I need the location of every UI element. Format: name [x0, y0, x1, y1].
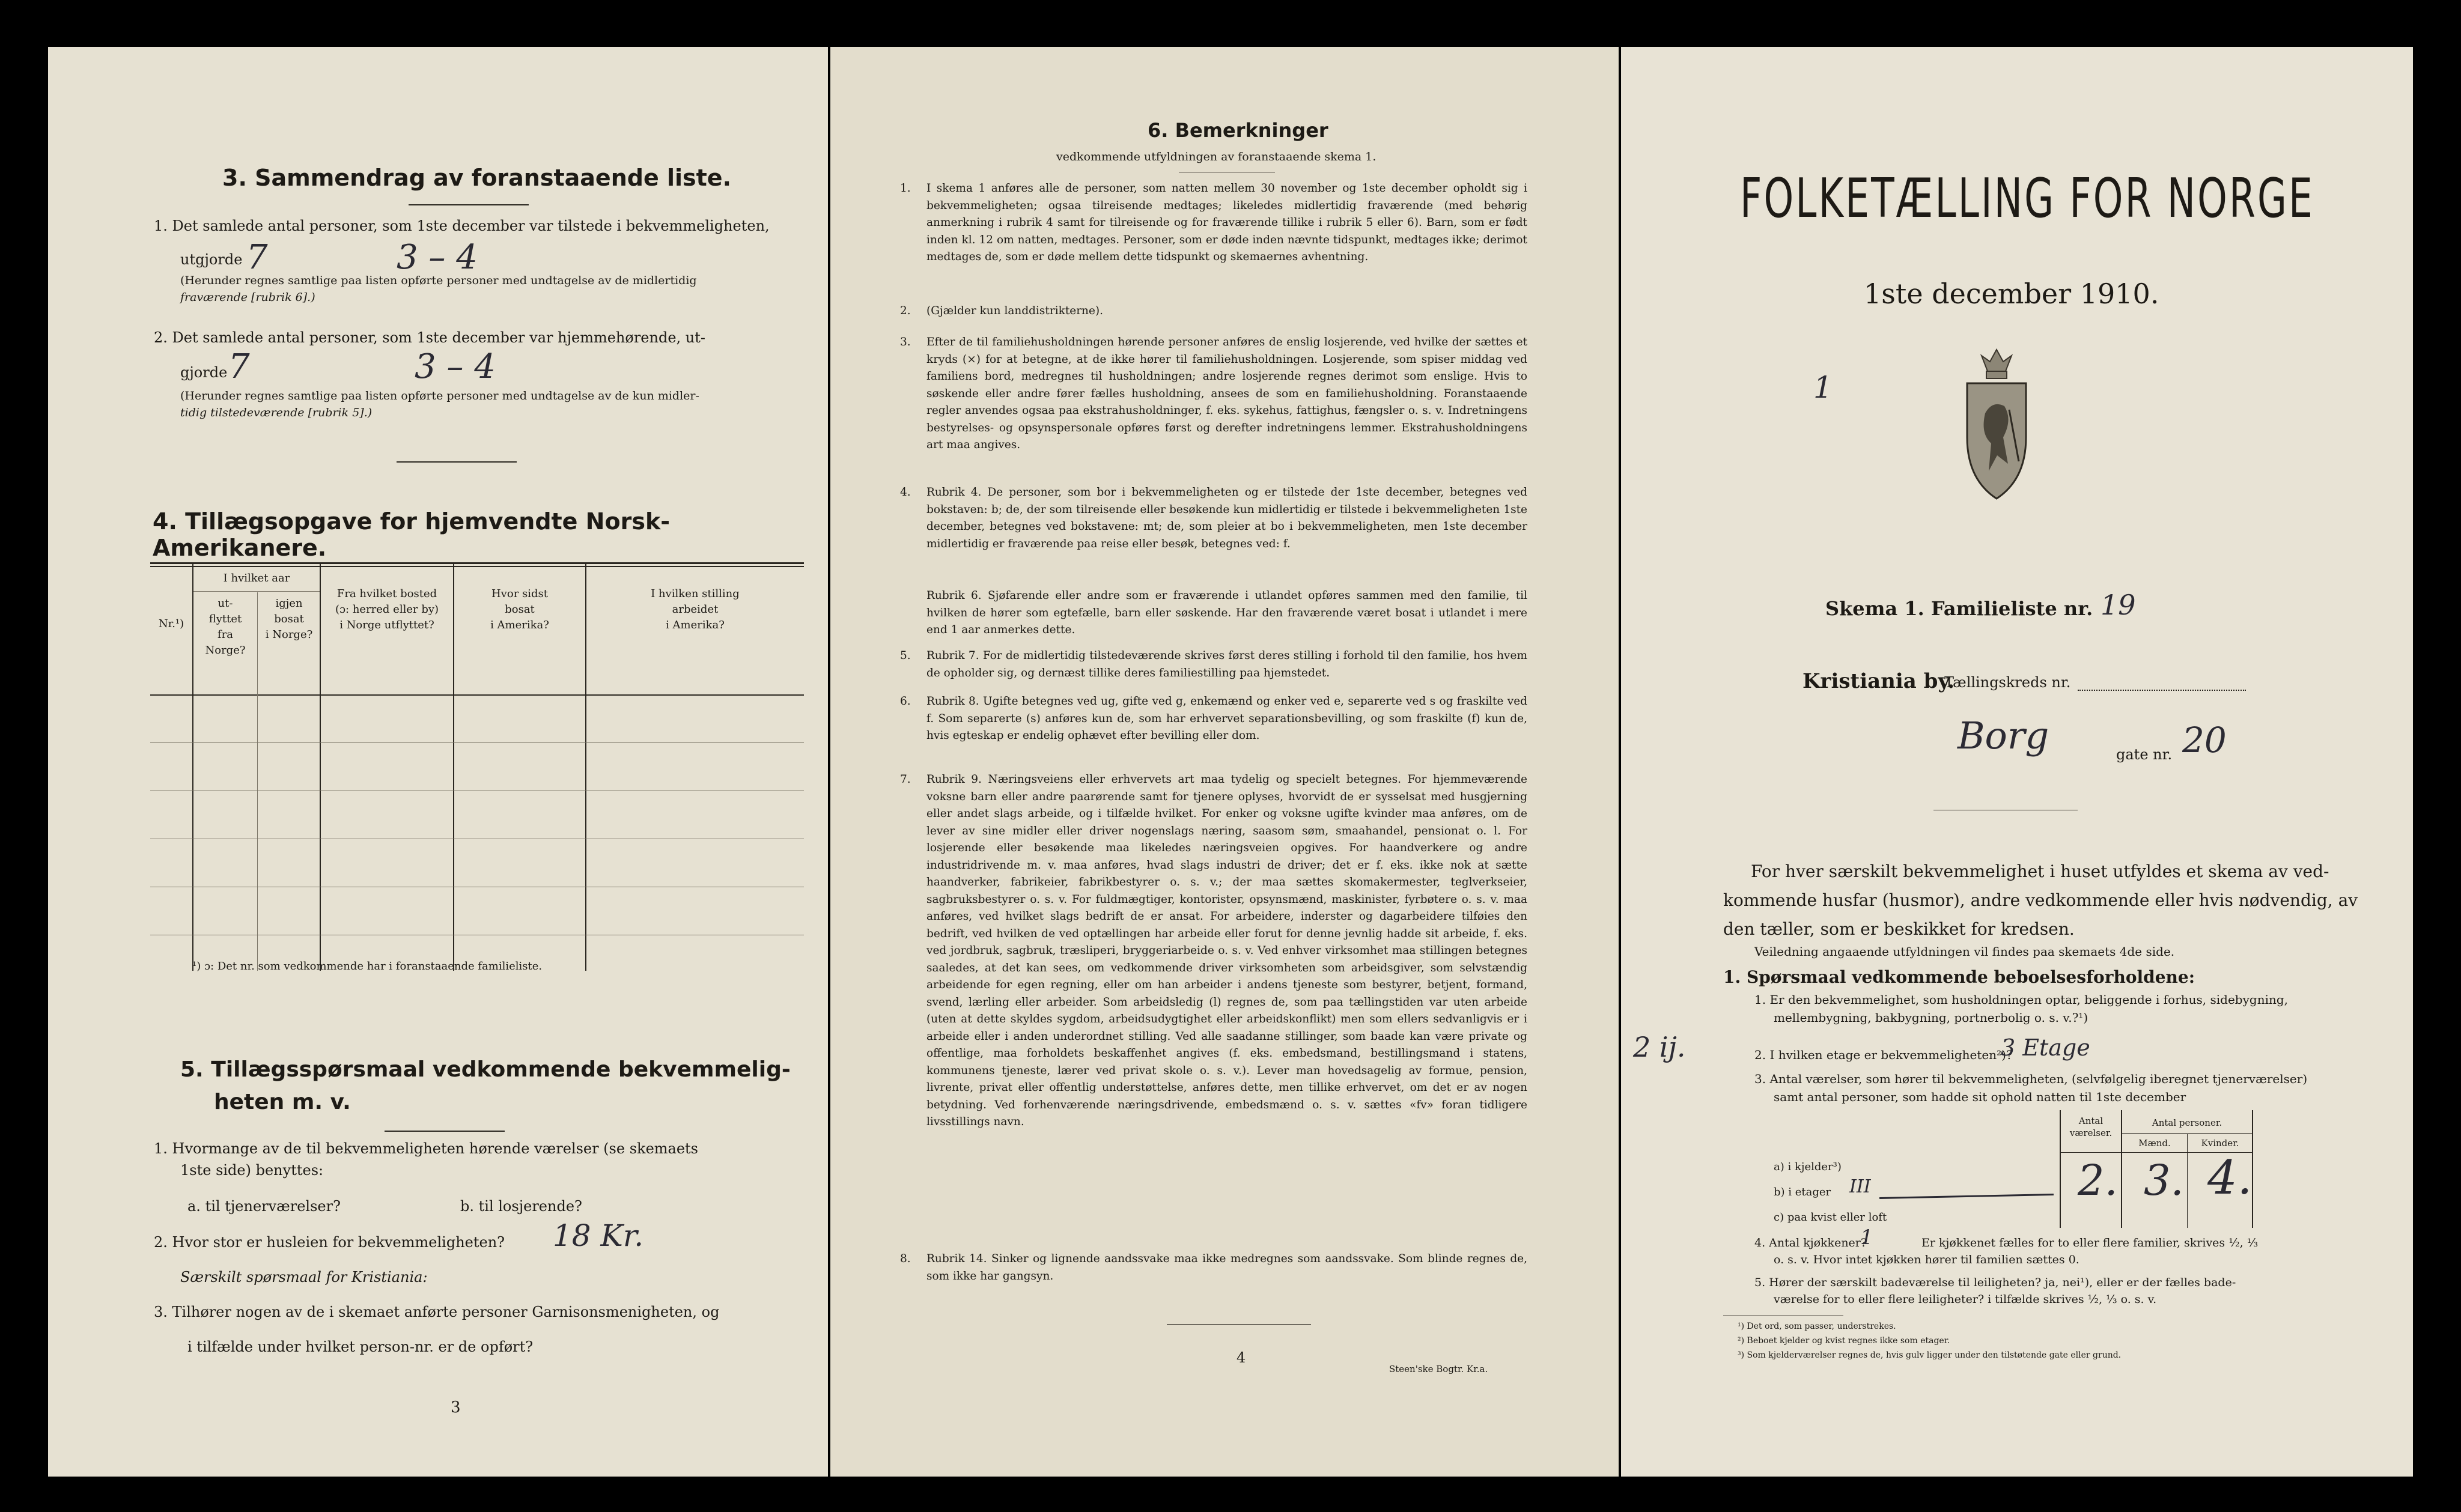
handwritten-count: 7 [228, 347, 250, 386]
remarks-title: 6. Bemerkninger [1148, 119, 1328, 142]
row-kvist: c) paa kvist eller loft [1774, 1211, 1887, 1224]
handwritten-etager: III [1849, 1176, 1871, 1197]
handwritten-kvinder: 4. [2207, 1151, 2253, 1205]
s3-item-1-note: (Herunder regnes samtlige paa listen opførte personer med undtagelse av de midlertidig [180, 274, 697, 287]
handwritten-stroke [1879, 1194, 2054, 1199]
page-4 [830, 47, 1619, 1477]
handwritten-etage: 3 Etage [2001, 1034, 2090, 1061]
page-3 [48, 47, 828, 1477]
s5-q1: 1. Hvormange av de til bekvemmeligheten hørende værelser (se skemaets [154, 1140, 698, 1157]
footnote-2: ²) Beboet kjelder og kvist regnes ikke som etager. [1738, 1336, 1950, 1346]
intro-line-1: For hver særskilt bekvemmelighet i huset utfyldes et skema av ved- [1751, 861, 2329, 881]
s5-q1-losjerende: b. til losjerende? [460, 1198, 582, 1215]
questions-heading: 1. Spørsmaal vedkommende beboelsesforholdene: [1723, 967, 2195, 987]
intro-line-3: den tæller, som er beskikket for kredsen. [1723, 919, 2075, 939]
row-kjelder: a) i kjelder³) [1774, 1161, 1842, 1173]
handwritten-kjokken: 1 [1860, 1225, 1873, 1249]
col-antal-personer: Antal personer. [2152, 1117, 2222, 1128]
section-3-title: 3. Sammendrag av foranstaaende liste. [222, 165, 732, 191]
divider [397, 461, 517, 463]
handwritten-margin-note: 2 ij. [1633, 1031, 1686, 1063]
page-1 [1621, 47, 2413, 1477]
question-4-c: o. s. v. Hvor intet kjøkken hører til familien sættes 0. [1774, 1253, 2079, 1266]
s3-item-2-note: (Herunder regnes samtlige paa listen opførte personer med undtagelse av de kun midler- [180, 389, 699, 402]
s3-item-2-lead: gjorde [180, 364, 228, 381]
remark-8: 8. Rubrik 14. Sinker og lignende aandssvake maa ikke medregnes som aandssvake. Som blinde regnes de, som ikke har gangsyn. [900, 1252, 1527, 1283]
handwritten-count: 7 [246, 238, 268, 277]
section-4-title: 4. Tillægsopgave for hjemvendte Norsk-Amerikanere. [153, 508, 670, 561]
col-antal-vaerelser: Antal værelser. [2069, 1116, 2113, 1138]
handwritten-vaerelser: 2. [2078, 1156, 2118, 1205]
s5-q1-b: 1ste side) benyttes: [180, 1162, 324, 1179]
kreds-field [2078, 690, 2246, 691]
question-5: 5. Hører der særskilt badeværelse til leiligheten? ja, nei¹), eller er der fælles bade- [1754, 1276, 2236, 1289]
handwritten-familieliste-nr: 19 [2101, 589, 2136, 621]
census-title: FOLKETÆLLING FOR NORGE [1740, 167, 2315, 230]
question-4: 4. Antal kjøkkener? [1754, 1236, 1867, 1249]
col-utflyttet: ut- flyttet fra Norge? [205, 597, 246, 657]
remark-4: 4. Rubrik 4. De personer, som bor i bekvemmeligheten og er tilstede der 1ste december, betegnes ved bokstaven: b; de, der som tilreisende eller besøkende kun midlertidig er tilstede i bekvemmeligheten 1ste december, betegnes ved bokstavene: mt; de, som pleier at bo i bekvemmeligheten, men 1ste december midlertidig er fraværende paa reise eller besøk, betegnes ved: f. [900, 486, 1527, 550]
handwritten-gate-nr: 20 [2182, 720, 2227, 761]
kristiania-label: Kristiania by. [1802, 669, 1955, 693]
remark-4-rubrik-6: Rubrik 6. Sjøfarende eller andre som er fraværende i utlandet opføres sammen med den familie, til hvilken de hører som egtefælle, barn eller søskende. Har den fraværende været bosat i utlandet i mere end 1 aar anmerkes dette. [926, 589, 1527, 636]
skema-label: Skema 1. Familieliste nr. [1825, 597, 2093, 620]
remark-2: 2. (Gjælder kun landdistrikterne). [900, 305, 1104, 317]
question-1-b: mellembygning, bakbygning, portnerbolig o. s. v.?¹) [1774, 1010, 2088, 1025]
norsk-amerikanere-table [150, 562, 804, 971]
section-5-title: 5. Tillægsspørsmaal vedkommende bekvemmelig- [180, 1057, 791, 1082]
footnote-1: ¹) Det ord, som passer, understrekes. [1738, 1322, 1896, 1331]
divider [1167, 1324, 1311, 1325]
remark-5: 5. Rubrik 7. For de midlertidig tilstedeværende skrives først deres stilling i forhold til den familie, hos hvem de opholder sig, og dernæst tillike deres familiestilling paa hjemstedet. [900, 649, 1527, 679]
s3-item-1: 1. Det samlede antal personer, som 1ste december var tilstede i bekvemmeligheten, [154, 217, 770, 234]
col-bosat: igjen bosat i Norge? [265, 597, 313, 641]
handwritten-range: 3 – 4 [397, 238, 478, 277]
page-number: 3 [451, 1398, 461, 1416]
s3-item-2-note-2: tidig tilstedeværende [rubrik 5].) [180, 406, 373, 419]
divider [409, 204, 529, 205]
question-1: 1. Er den bekvemmelighet, som husholdningen optar, beliggende i forhus, sidebygning, [1754, 992, 2289, 1007]
remark-3: 3. Efter de til familiehusholdningen hørende personer anføres de enslig losjerende, ved hvilke der sættes et kryds (×) for at betegne, at de ikke hører til familiehusholdningen. Losjerende, som spiser middag ved familiens bord, medregnes til husholdningen; andre losjerende regnes derimot som enslige. Hvis to søskende eller andre fører fælles husholdning, ansees de som en familiehusholdning. Foranstaaende regler anvendes ogsaa paa ekstrahusholdninger, f. eks. sykehus, fattighus, fængsler o. s. v. Indretningens bestyrelses- og opsynspersonale opføres først og derefter indretningens lemmer. Ekstrahusholdningens art maa angives. [900, 336, 1527, 451]
handwritten-rent: 18 Kr. [553, 1218, 644, 1253]
s5-q3: 3. Tilhører nogen av de i skemaet anførte personer Garnisonsmenigheten, og [154, 1304, 720, 1320]
col-stilling: I hvilken stilling arbeidet i Amerika? [651, 587, 740, 631]
question-4-b: Er kjøkkenet fælles for to eller flere familier, skrives ½, ⅓ [1921, 1236, 2259, 1249]
s5-q3-b: i tilfælde under hvilket person-nr. er de opført? [187, 1338, 534, 1355]
col-bosted: Fra hvilket bosted (ɔ: herred eller by) i Norge utflyttet? [335, 587, 439, 631]
divider [385, 1131, 505, 1132]
col-maend: Mænd. [2138, 1138, 2171, 1149]
footnote-3: ³) Som kjelderværelser regnes de, hvis gulv ligger under den tilstøtende gate eller grund. [1738, 1350, 2122, 1360]
col-nr: Nr.¹) [158, 618, 184, 630]
census-date: 1ste december 1910. [1864, 278, 2159, 310]
s3-item-1-note-2: fraværende [rubrik 6].) [180, 291, 315, 304]
col-kvinder: Kvinder. [2201, 1138, 2239, 1149]
s4-footnote: ¹) ɔ: Det nr. som vedkommende har i foranstaaende familieliste. [192, 960, 543, 973]
question-3: 3. Antal værelser, som hører til bekvemmeligheten, (selvfølgelig iberegnet tjenerværelser) [1754, 1072, 2308, 1086]
row-etager: b) i etager [1774, 1186, 1831, 1198]
question-5-b: værelse for to eller flere leiligheter? i tilfælde skrives ½, ⅓ o. s. v. [1774, 1293, 2157, 1306]
handwritten-street: Borg [1958, 714, 2049, 758]
veiledning: Veiledning angaaende utfyldningen vil findes paa skemaets 4de side. [1754, 944, 2175, 959]
s5-q2: 2. Hvor stor er husleien for bekvemmeligheten? [154, 1234, 505, 1251]
question-2: 2. I hvilken etage er bekvemmeligheten²)? [1754, 1048, 2013, 1062]
printer-mark: Steen'ske Bogtr. Kr.a. [1389, 1364, 1488, 1374]
s5-kristiania-heading: Særskilt spørsmaal for Kristiania: [180, 1269, 428, 1286]
coat-of-arms-icon [1958, 347, 2036, 503]
col-aar: I hvilket aar [223, 572, 290, 584]
s5-q1-tjener: a. til tjenerværelser? [187, 1198, 341, 1215]
section-5-title-2: heten m. v. [214, 1090, 351, 1114]
handwritten-range: 3 – 4 [415, 347, 496, 386]
remark-1: 1. I skema 1 anføres alle de personer, som natten mellem 30 november og 1ste december opholdt sig i bekvemmeligheten; ogsaa tilreisende medtages; likeledes midlertidig fraværende (med behørig anmerkning i rubrik 4 samt for tilreisende og for fraværende tillike i rubrik 5 eller 6). Barn, som er født inden kl. 12 om natten, medtages. Personer, som er døde inden nævnte tidspunkt, medtages ikke; derimot medtages de, som er døde mellem dette tidspunkt og skemaernes avhentning. [900, 182, 1527, 263]
gate-label: gate nr. [2116, 746, 2173, 763]
page-number: 4 [1237, 1349, 1246, 1366]
handwritten-mark: 1 [1813, 370, 1833, 405]
kreds-label: Tællingskreds nr. [1944, 674, 2071, 691]
handwritten-maend: 3. [2144, 1156, 2184, 1205]
col-amerika: Hvor sidst bosat i Amerika? [490, 587, 549, 631]
remark-6: 6. Rubrik 8. Ugifte betegnes ved ug, gifte ved g, enkemænd og enker ved e, separerte ved s og fraskilte ved f. Som separerte (s) anføres kun de, som har erhvervet separationsbevilling, og som fraskilte (f) kun de, hvis egteskap er endelig ophævet efter bevilling eller dom. [900, 695, 1527, 742]
remarks-subtitle: vedkommende utfyldningen av foranstaaende skema 1. [1056, 150, 1377, 163]
remark-7: 7. Rubrik 9. Næringsveiens eller erhvervets art maa tydelig og specielt betegnes. For hjemmeværende voksne barn eller andre paarørende samt for tjenere oplyses, hvorvidt de er sysselsat med husgjerning eller andet slags arbeide, og i tilfælde hvilket. For enker og voksne ugifte kvinder maa anføres, om de lever av sine midler eller driver nogenslags næring, saasom søm, smaahandel, pensionat o. l. For losjerende eller besøkende maa likeledes næringsveien opgives. For haandverkere og andre industridrivende m. v. maa anføres, hvad slags industri de driver; det er f. eks. ikke nok at sætte haandverker, fabrikeier, fabrikbestyrer o. s. v.; der maa sættes skomakermester, teglverkseier, sagbruksbestyrer o. s. v. For fuldmægtiger, kontorister, opsynsmænd, maskinister, fyrbøtere o. s. v. maa anføres, ved hvilket slags bedrift de er ansat. For arbeidere, inderster og dagarbeidere tilføies den bedrift, ved hvilken de ved optællingen har arbeide eller forut for denne jevnlig hadde sit arbeide, f. eks. ved jordbruk, sagbruk, træsliperi, bryggeriarbeide o. s. v. Ved enhver virksomhet maa stillingen betegnes saaledes, at det kan sees, om vedkommende driver virksomheten som arbeidsgiver, som selvstændig arbeidende for egen regning, eller om han arbeider i andens tjeneste som bestyrer, betjent, formand, svend, lærling eller arbeider. Som arbeidsledig (l) regnes de, som paa tællingstiden var uten arbeide (uten at dette skyldes sygdom, arbeidsudygtighet eller arbeidskonflikt) men som ellers sedvanligvis er i arbeide eller i anden underordnet stilling. Ved alle saadanne stillinger, som baade kan være private og offentlige, maa forholdets beskaffenhet angives (f. eks. embedsmand, bestillingsmand i statens, kommunens tjeneste, lærer ved privat skole o. s. v.). Lever man hovedsagelig av formue, pension, livrente, privat eller offentlig understøttelse, anføres dette, men tillike erhvervet, om det er av nogen betydning. Ved forhenværende næringsdrivende, embedsmænd o. s. v. sættes «fv» foran tidligere livsstillings navn. [900, 773, 1527, 1128]
question-3-b: samt antal personer, som hadde sit ophold natten til 1ste december [1774, 1090, 2186, 1104]
s3-item-1-lead: utgjorde [180, 251, 243, 268]
s3-item-2: 2. Det samlede antal personer, som 1ste december var hjemmehørende, ut- [154, 329, 705, 346]
intro-line-2: kommende husfar (husmor), andre vedkommende eller hvis nødvendig, av [1723, 890, 2358, 910]
